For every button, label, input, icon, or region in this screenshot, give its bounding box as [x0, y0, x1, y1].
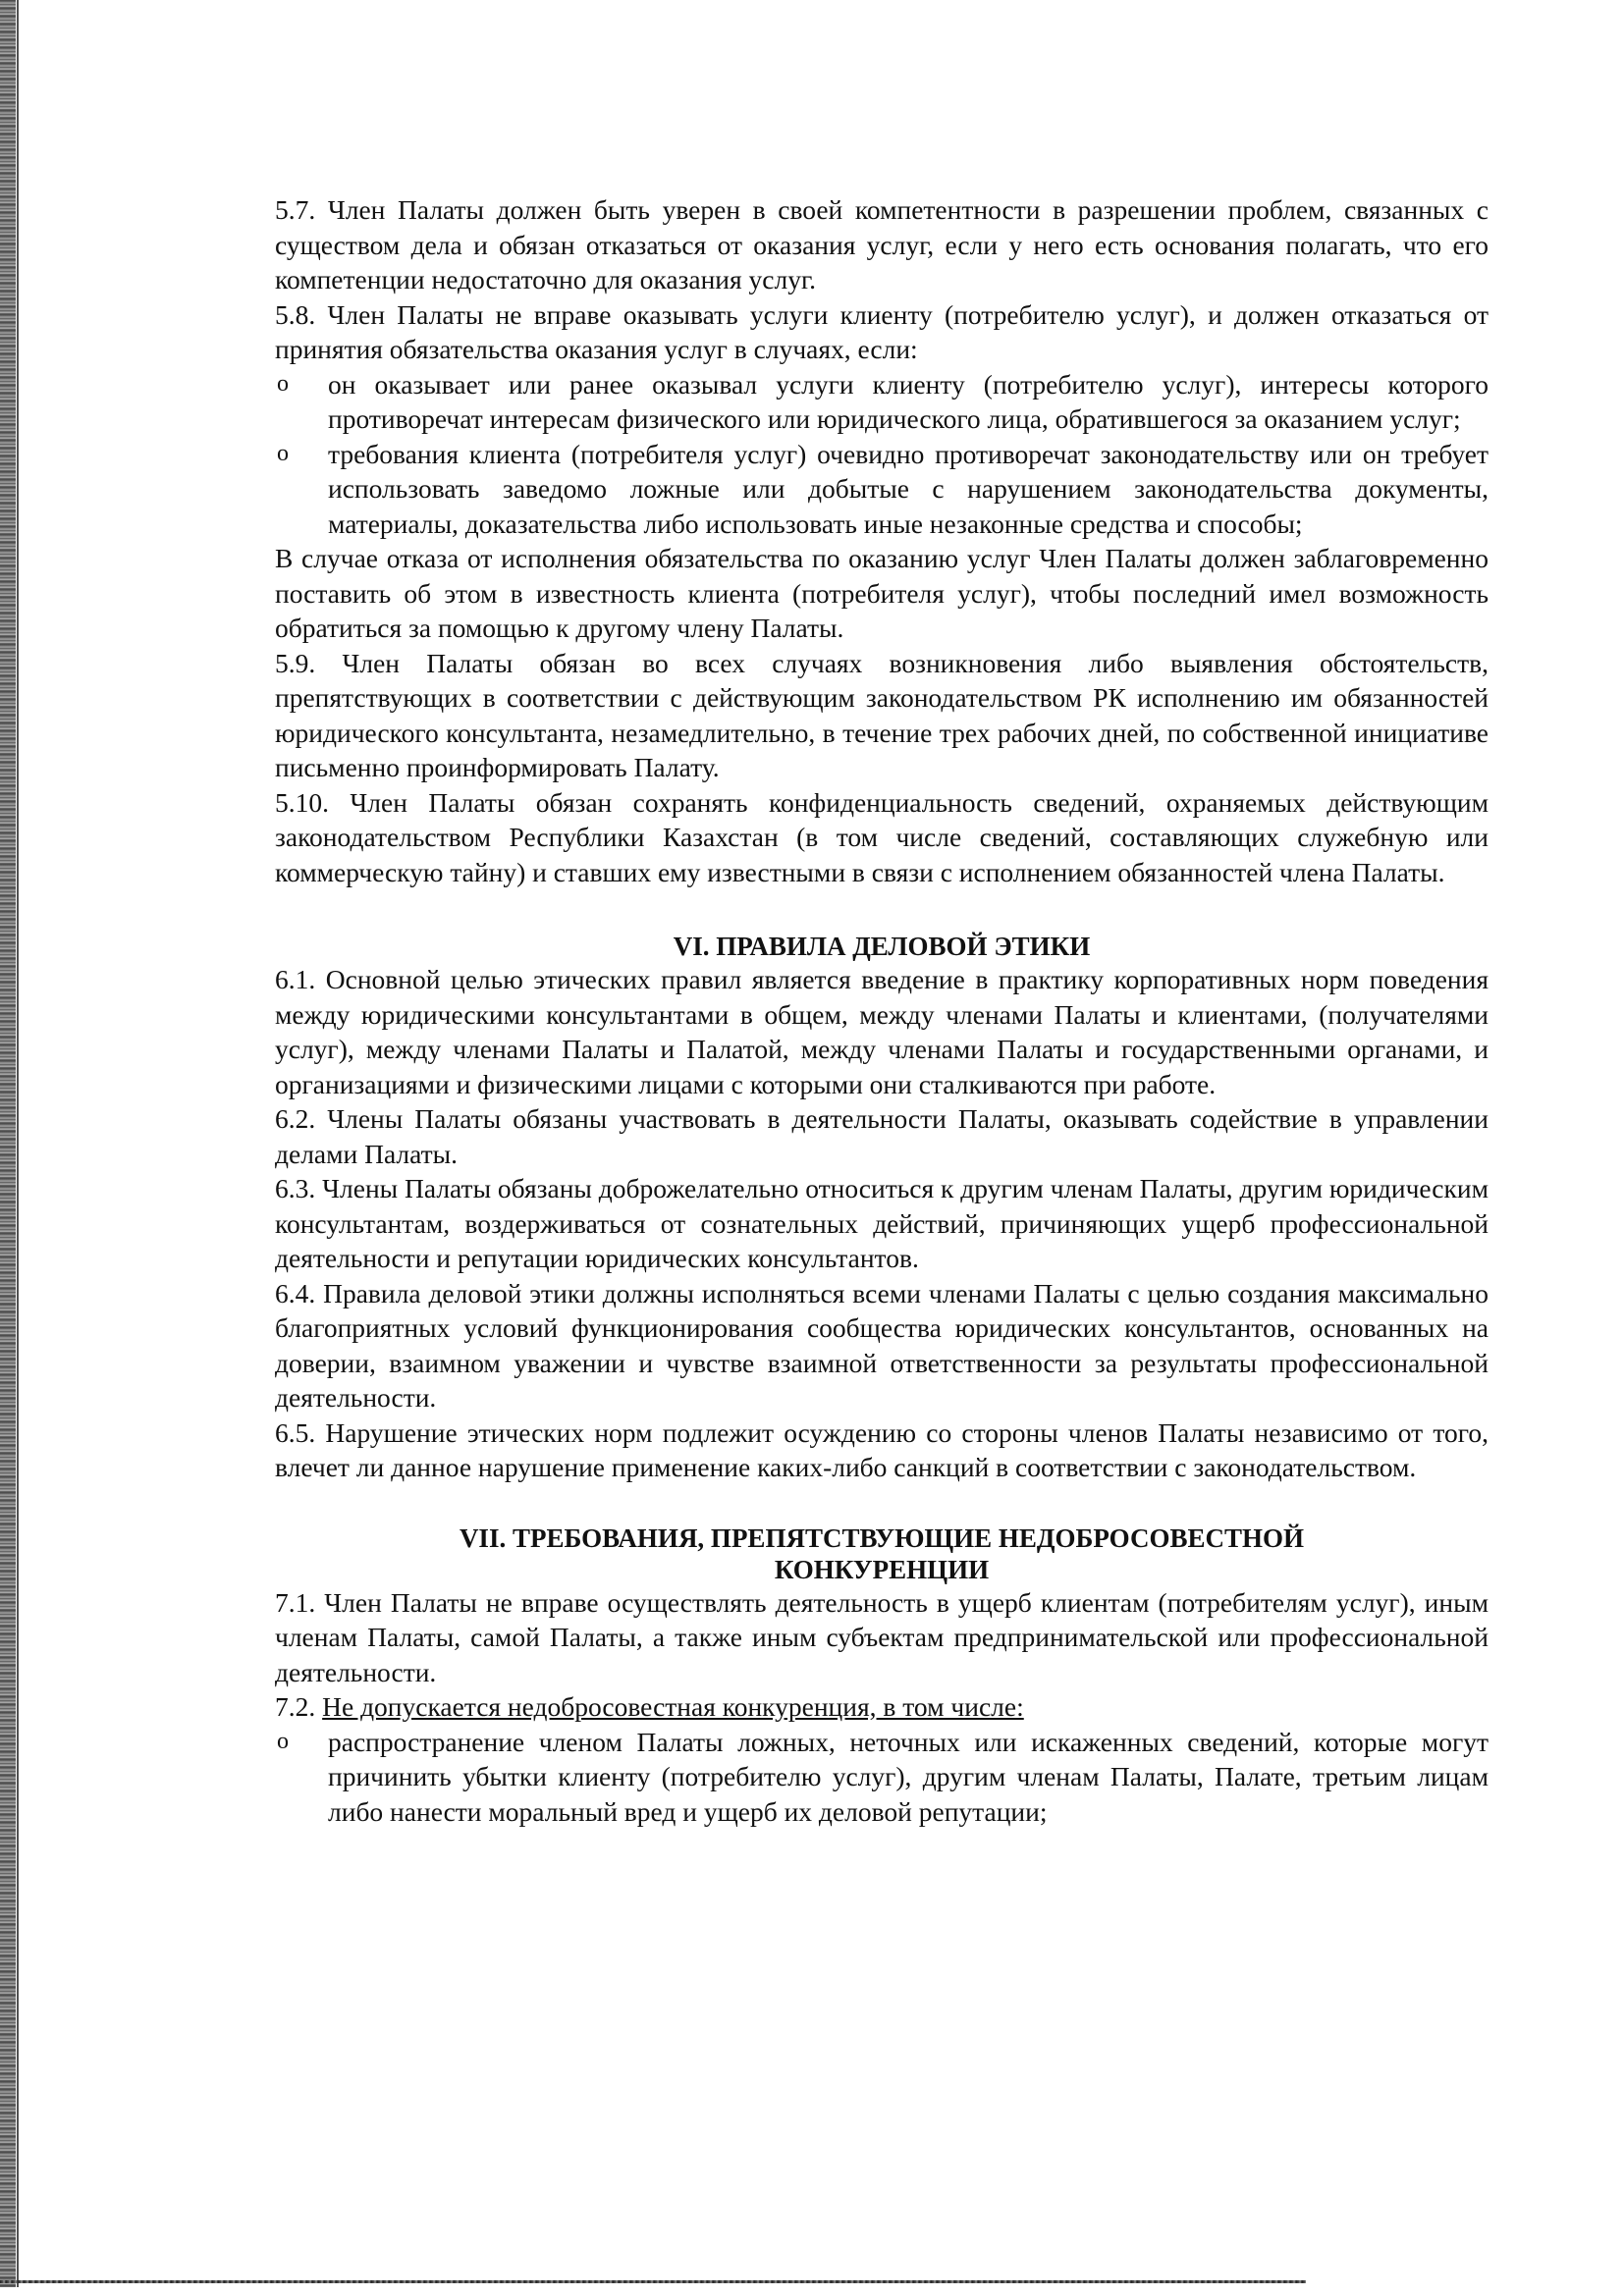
clause-5-7: 5.7. Член Палаты должен быть уверен в своей компетентности в разрешении проблем, связанных с существом дела и обязан отказаться от оказания услуг, если у него есть основания полагать, что его компетенции недостаточно для оказания услуг. [275, 194, 1489, 294]
section-7-heading-line2: КОНКУРЕНЦИИ [774, 1554, 990, 1584]
section-7-heading [275, 1522, 1489, 1585]
scan-edge-artifact [0, 0, 16, 2287]
clause-7-2-number: 7.2. [275, 1691, 323, 1722]
clause-5-9: 5.9. Член Палаты обязан во всех случаях возникновения либо выявления обстоятельств, препятствующих в соответствии с действующим законодательством РК исполнению им обязанностей юридического консультанта, незамедлительно, в течение трех рабочих дней, по собственной инициативе письменно проинформировать Палату. [275, 647, 1489, 782]
clause-6-4: 6.4. Правила деловой этики должны исполняться всеми членами Палаты с целью создания максимально благоприятных условий функционирования сообщества юридических консультантов, основанных на доверии, взаимном уважении и чувстве взаимной ответственности за результаты профессиональной деятельности. [275, 1277, 1489, 1413]
clause-5-8: 5.8. Член Палаты не вправе оказывать услуги клиенту (потребителю услуг), и должен отказаться от принятия обязательства оказания услуг в случаях, если: [275, 298, 1489, 364]
list-item-text: требования клиента (потребителя услуг) очевидно противоречат законодательству или он требует использовать заведомо ложные или добытые с нарушением законодательства документы, материалы, доказательства либо использовать иные незаконные средства и способы; [328, 438, 1489, 539]
clause-6-5: 6.5. Нарушение этических норм подлежит осуждению со стороны членов Палаты независимо от того, влечет ли данное нарушение применение каких-либо санкций в соответствии с законодательством. [275, 1416, 1489, 1482]
section-7-heading-line1: VII. ТРЕБОВАНИЯ, ПРЕПЯТСТВУЮЩИЕ НЕДОБРОСОВЕСТНОЙ [459, 1522, 1305, 1553]
list-item [275, 367, 1489, 437]
bullet-circle-icon: o [277, 440, 289, 466]
clause-6-3: 6.3. Члены Палаты обязаны доброжелательно относиться к другим членам Палаты, другим юридическим консультантам, воздерживаться от сознательных действий, причиняющих ущерб профессиональной деятельности и репутации юридических консультантов. [275, 1173, 1489, 1273]
list-item-text: распространение членом Палаты ложных, неточных или искаженных сведений, которые могут причинить убытки клиенту (потребителю услуг), другим членам Палаты, Палате, третьим лицам либо нанести моральный вред и ущерб их деловой репутации; [328, 1726, 1489, 1827]
clause-5-8-list [275, 367, 1489, 542]
document-page [275, 192, 1489, 1829]
clause-5-8-refusal: В случае отказа от исполнения обязательства по оказанию услуг Член Палаты должен заблаговременно поставить об этом в известность клиента (потребителя услуг), чтобы последний имел возможность обратиться за помощью к другому члену Палаты. [275, 543, 1489, 643]
clause-7-1: 7.1. Член Палаты не вправе осуществлять деятельность в ущерб клиентам (потребителям услуг), иным членам Палаты, самой Палаты, а также иным субъектам предпринимательской или профессиональной деятельности. [275, 1586, 1489, 1687]
clause-5-10: 5.10. Член Палаты обязан сохранять конфиденциальность сведений, охраняемых действующим законодательством Республики Казахстан (в том числе сведений, составляющих служебную или коммерческую тайну) и ставших ему известными в связи с исполнением обязанностей члена Палаты. [275, 786, 1489, 887]
bullet-circle-icon: o [277, 370, 289, 397]
list-item [275, 1725, 1489, 1830]
clause-7-2 [275, 1689, 1489, 1725]
bullet-circle-icon: o [277, 1728, 289, 1754]
clause-6-1: 6.1. Основной целью этических правил является введение в практику корпоративных норм поведения между юридическими консультантами в общем, между членами Палаты и клиентами, (получателями услуг), между членами Палаты и Палатой, между членами Палаты и государственными органами, и организациями и физическими лицами с которыми они сталкиваются при работе. [275, 964, 1489, 1099]
list-item [275, 437, 1489, 542]
clause-7-2-text: Не допускается недобросовестная конкуренция, в том числе: [322, 1691, 1024, 1722]
section-6-heading: VI. ПРАВИЛА ДЕЛОВОЙ ЭТИКИ [673, 932, 1091, 961]
list-item-text: он оказывает или ранее оказывал услуги клиенту (потребителю услуг), интересы которого противоречат интересам физического или юридического лица, обратившегося за оказанием услуг; [328, 368, 1489, 434]
scan-bottom-artifact [0, 2280, 1306, 2283]
clause-6-2: 6.2. Члены Палаты обязаны участвовать в деятельности Палаты, оказывать содействие в управлении делами Палаты. [275, 1103, 1489, 1169]
clause-7-2-list [275, 1725, 1489, 1830]
